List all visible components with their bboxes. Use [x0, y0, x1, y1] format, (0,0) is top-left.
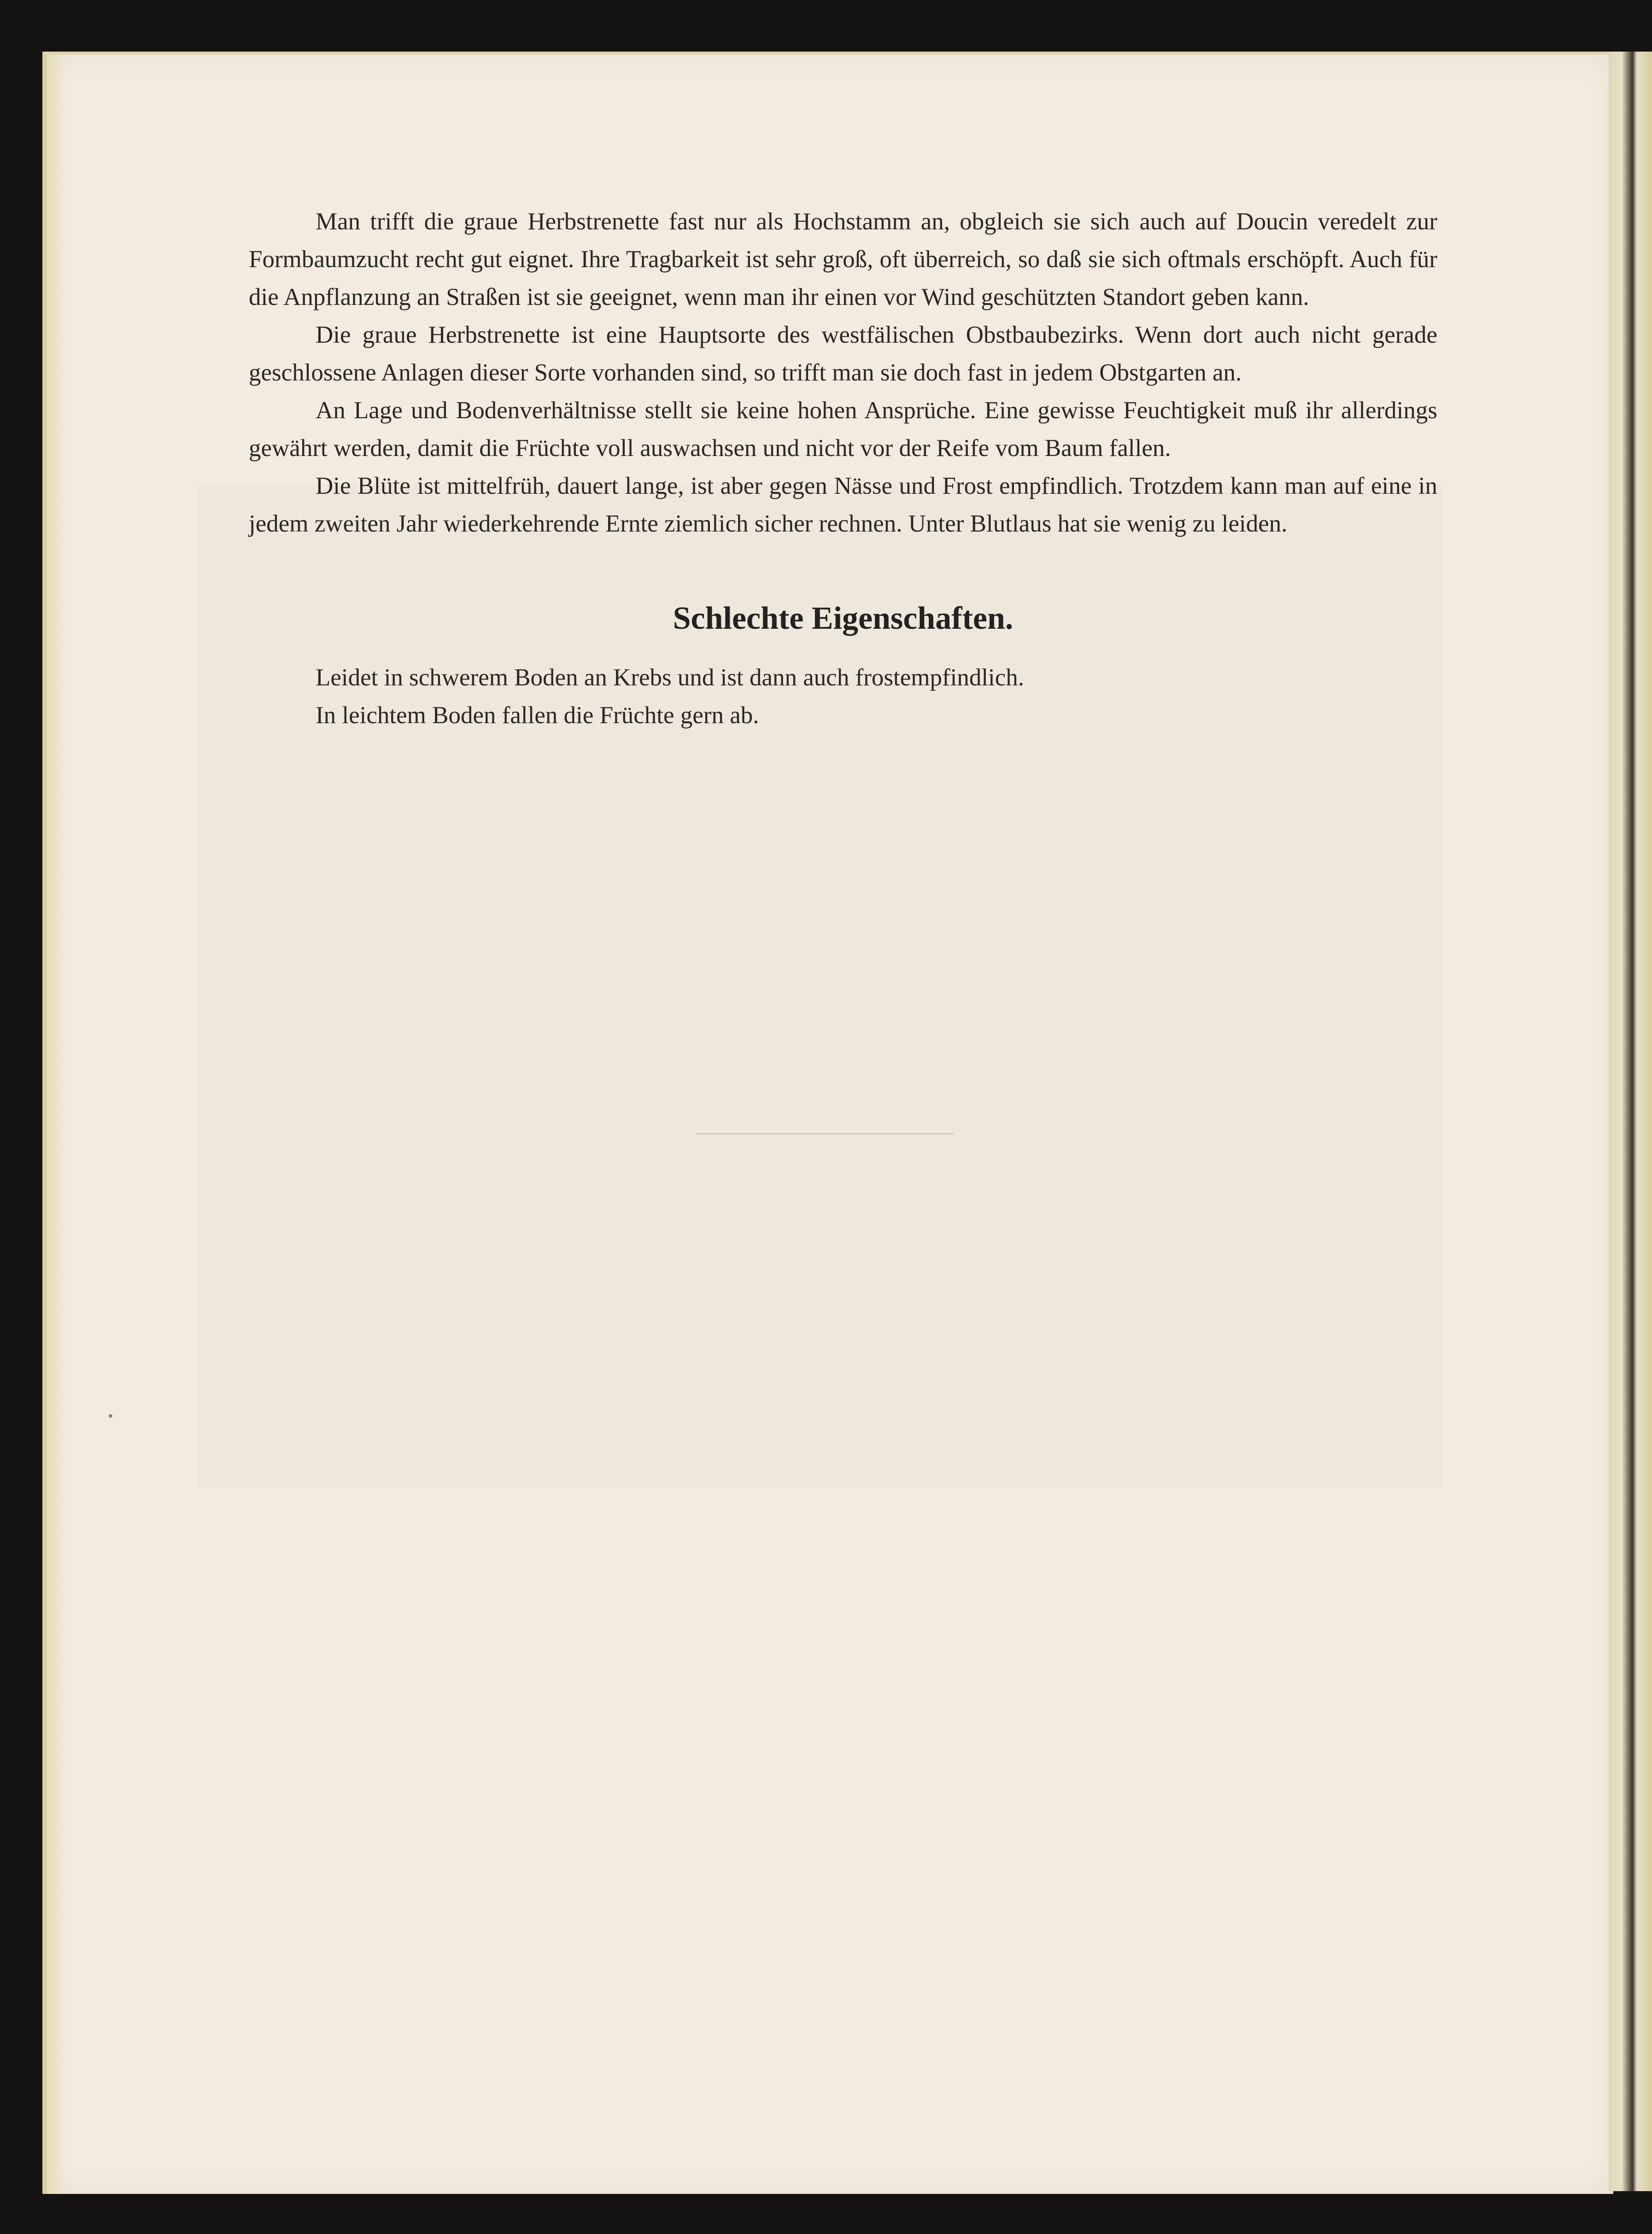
faint-rule	[696, 1133, 954, 1135]
paragraph-4: Die Blüte ist mittelfrüh, dauert lange, ist aber gegen Nässe und Frost empfindlich. Trotzdem kann man auf eine in jedem zweiten Jahr wiederkehrende Ernte ziemlich sicher rechnen. Unter Blutlaus hat sie wenig zu leiden.	[249, 473, 1437, 537]
section-text	[249, 659, 1437, 734]
section-line-2: In leichtem Boden fallen die Früchte gern ab.	[316, 702, 759, 729]
section-heading: Schlechte Eigenschaften.	[673, 601, 1013, 636]
body-text	[249, 203, 1437, 734]
page-binding-shadow	[47, 54, 65, 2194]
section-line-1: Leidet in schwerem Boden an Krebs und ist dann auch frostempfindlich.	[316, 664, 1025, 691]
page-edge	[1609, 52, 1652, 2191]
paragraph-3: An Lage und Bodenverhältnisse stellt sie keine hohen Ansprüche. Eine gewisse Feuchtigkeit muß ihr allerdings gewährt werden, damit die Früchte voll auswachsen und nicht vor der Reife vom Baum fallen.	[249, 397, 1437, 462]
paper-speck	[109, 1414, 112, 1418]
paragraph-1: Man trifft die graue Herbstrenette fast nur als Hochstamm an, obgleich sie sich auch auf Doucin veredelt zur Formbaumzucht recht gut eignet. Ihre Tragbarkeit ist sehr groß, oft überreich, so daß sie sich oftmals erschöpft. Auch für die Anpflanzung an Straßen ist sie geeignet, wenn man ihr einen vor Wind geschützten Standort geben kann.	[249, 208, 1437, 310]
paragraph-2: Die graue Herbstrenette ist eine Hauptsorte des westfälischen Obstbaubezirks. Wenn dort auch nicht gerade geschlossene Anlagen dieser Sorte vorhanden sind, so trifft man sie doch fast in jedem Obstgarten an.	[249, 322, 1437, 386]
